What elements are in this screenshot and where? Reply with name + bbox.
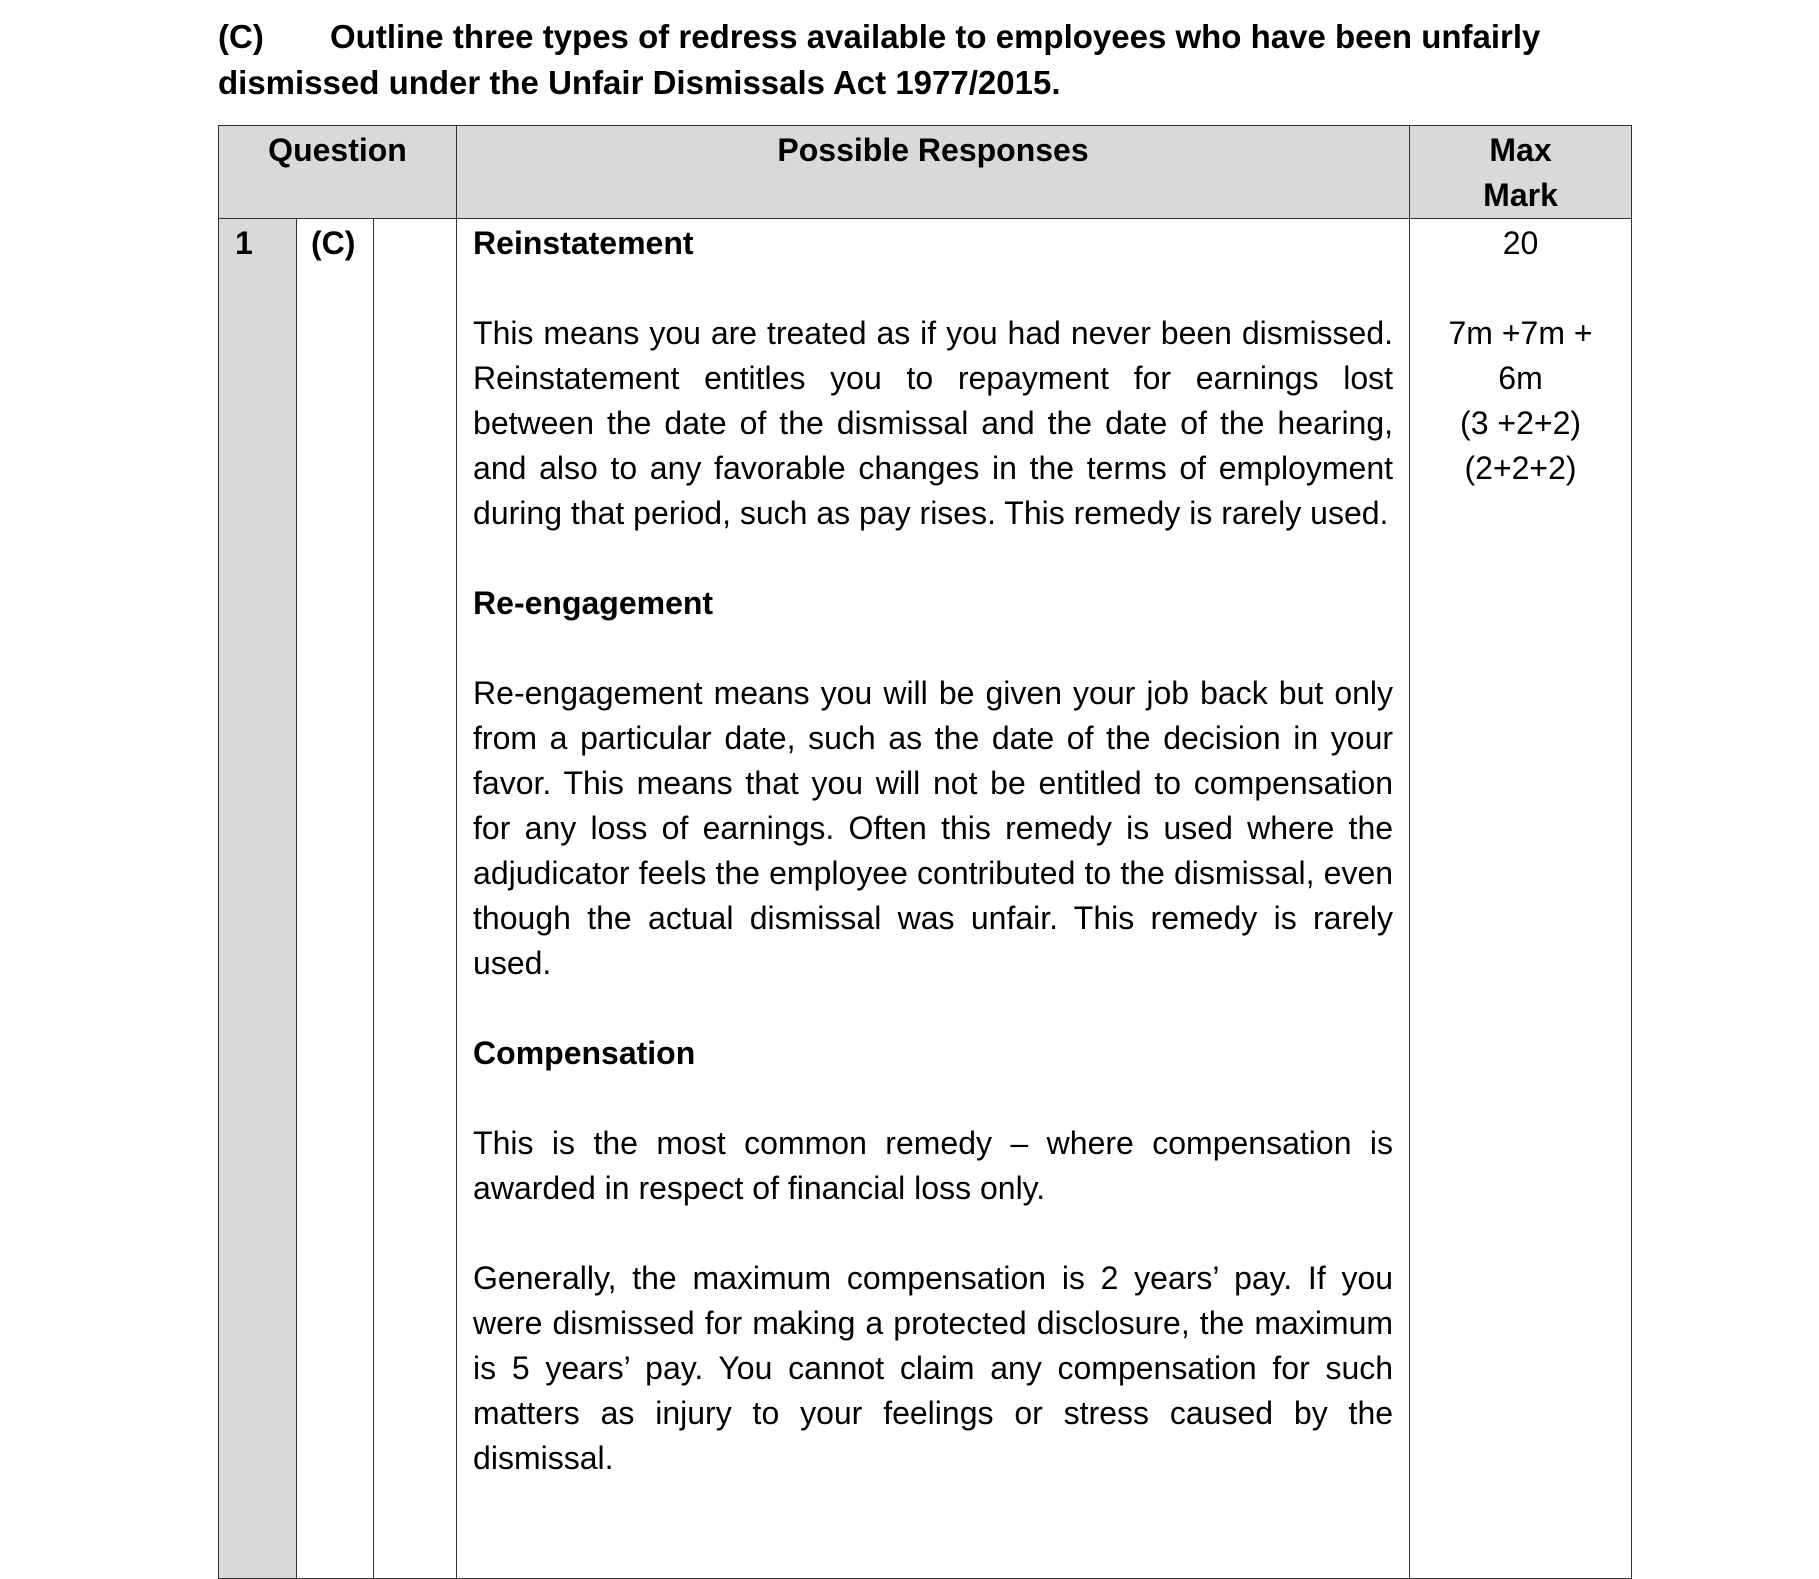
section-text-reinstatement: This means you are treated as if you had never been dismissed. Reinstatement entitles you to repayment for earnings lost between the date of the dismissal and the date of the hearing, and also to any favorable changes in the terms of employment during that period, such as pay rises. This remedy is rarely used. — [473, 315, 1394, 531]
question-label: (C) — [218, 18, 264, 55]
marking-scheme-table — [218, 125, 1632, 1579]
max-mark-cell — [1410, 219, 1632, 1579]
section-title-compensation: Compensation — [473, 1035, 696, 1071]
section-title-reinstatement: Reinstatement — [473, 225, 694, 261]
question-number: 1 — [219, 219, 297, 1579]
mark-breakdown-line-1: 7m +7m + — [1448, 315, 1593, 351]
header-question: Question — [219, 126, 457, 219]
question-part: (C) — [297, 219, 374, 1579]
table-row — [219, 219, 1632, 1579]
empty-subpart-cell — [374, 219, 457, 1579]
section-text-compensation-2: Generally, the maximum compensation is 2 years’ pay. If you were dismissed for making a protected disclosure, the maximum is 5 years’ pay. You cannot claim any compensation for such matters as injury to your feelings or stress caused by the dismissal. — [473, 1260, 1394, 1476]
question-text: Outline three types of redress available to employees who have been unfairly dismissed under the Unfair Dismissals Act 1977/2015. — [218, 18, 1541, 101]
question-heading — [218, 14, 1688, 106]
mark-breakdown-line-2: 6m — [1498, 360, 1543, 396]
section-title-re-engagement: Re-engagement — [473, 585, 714, 621]
section-text-compensation-1: This is the most common remedy – where compensation is awarded in respect of financial loss only. — [473, 1125, 1394, 1206]
header-max-mark-line1: Max — [1489, 132, 1552, 168]
mark-breakdown-line-4: (2+2+2) — [1464, 450, 1577, 486]
table-header-row — [219, 126, 1632, 219]
mark-breakdown-line-3: (3 +2+2) — [1460, 405, 1582, 441]
header-possible-responses: Possible Responses — [457, 126, 1410, 219]
header-max-mark-line2: Mark — [1483, 177, 1558, 213]
max-mark-value: 20 — [1502, 225, 1539, 261]
section-text-re-engagement: Re-engagement means you will be given your job back but only from a particular date, such as the date of the decision in your favor. This means that you will not be entitled to compensation for any loss of earnings. Often this remedy is used where the adjudicator feels the employee contributed to the dismissal, even though the actual dismissal was unfair. This remedy is rarely used. — [473, 675, 1394, 981]
header-max-mark — [1410, 126, 1632, 219]
possible-responses-cell — [457, 219, 1410, 1579]
